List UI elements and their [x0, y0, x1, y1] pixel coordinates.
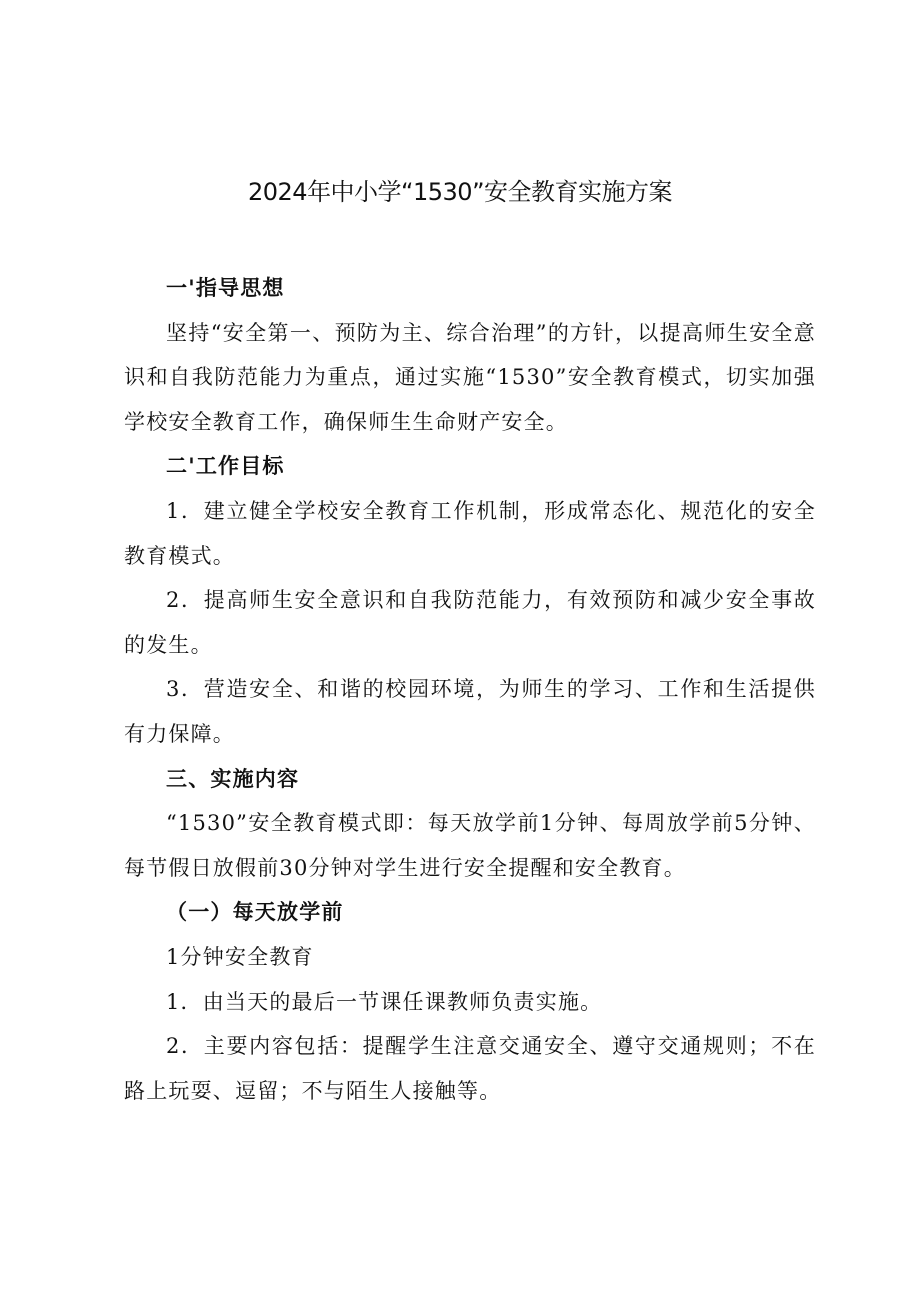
paragraph-daily-item-2: 2．主要内容包括：提醒学生注意交通安全、遵守交通规则；不在路上玩耍、逗留；不与陌生人接触等。: [124, 1034, 816, 1103]
paragraph-daily-item-1: 1．由当天的最后一节课任课教师负责实施。: [166, 989, 603, 1014]
document-title: 2024年中小学“1530”安全教育实施方案: [247, 178, 673, 206]
paragraph-goal-2: 2．提高师生安全意识和自我防范能力，有效预防和减少安全事故的发生。: [124, 588, 816, 657]
paragraph-1530-model: “1530”安全教育模式即：每天放学前1分钟、每周放学前5分钟、每节假日放假前30分钟对学生进行安全提醒和安全教育。: [124, 811, 816, 880]
section-heading-implementation: 三、实施内容: [166, 765, 300, 791]
paragraph-guiding-ideology: 坚持“安全第一、预防为主、综合治理”的方针，以提高师生安全意识和自我防范能力为重点，通过实施“1530”安全教育模式，切实加强学校安全教育工作，确保师生生命财产安全。: [124, 320, 816, 434]
subsection-heading-daily: （一）每天放学前: [166, 899, 344, 925]
paragraph-goal-3: 3．营造安全、和谐的校园环境，为师生的学习、工作和生活提供有力保障。: [124, 677, 816, 746]
section-heading-guiding-ideology: 一'指导思想: [166, 275, 285, 300]
document-body: [124, 266, 816, 1113]
section-heading-work-goals: 二'工作目标: [166, 453, 285, 479]
paragraph-goal-1: 1．建立健全学校安全教育工作机制，形成常态化、规范化的安全教育模式。: [124, 498, 816, 568]
paragraph-one-minute: 1分钟安全教育: [166, 944, 314, 969]
